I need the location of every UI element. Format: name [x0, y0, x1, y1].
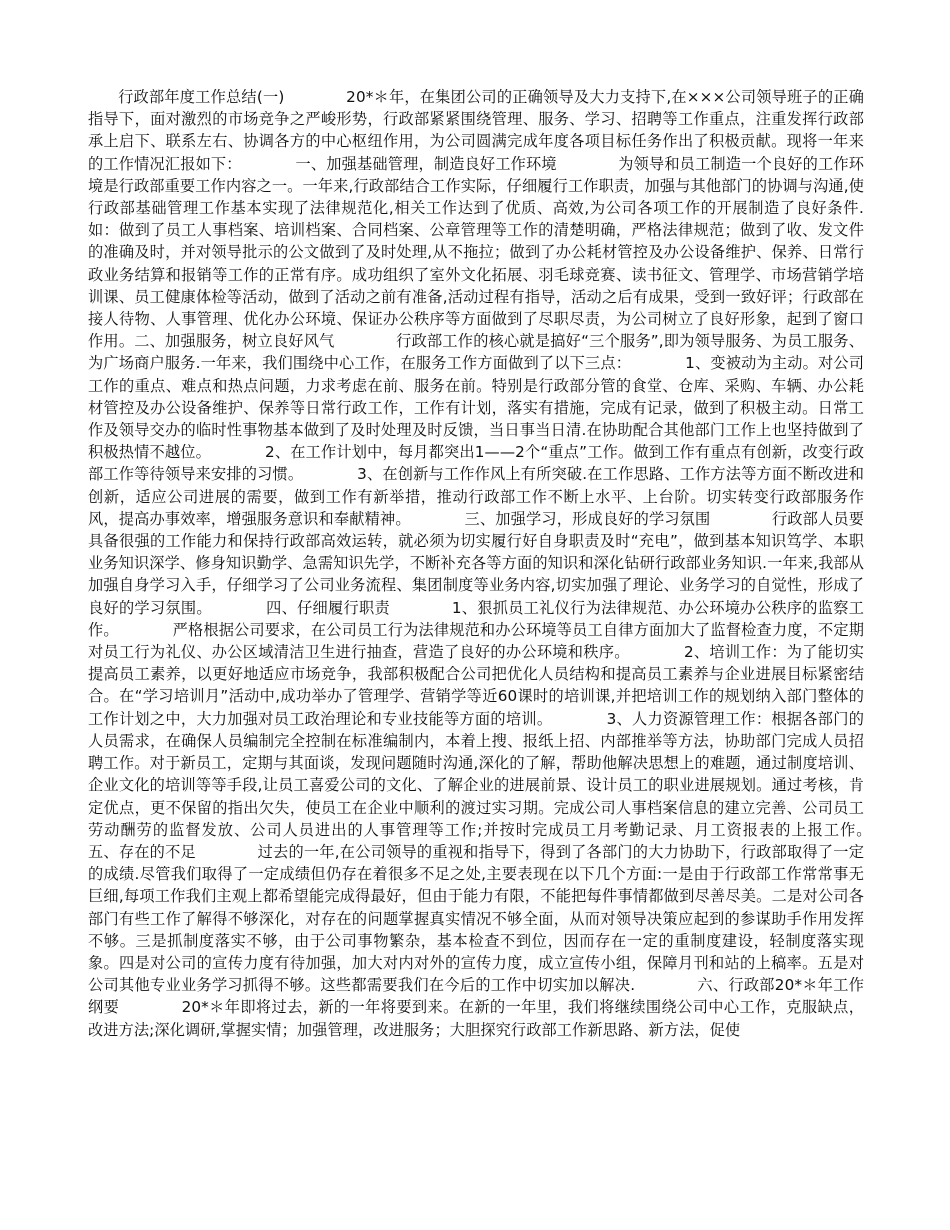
document-page: [88, 86, 926, 1041]
body-text: 行政部年度工作总结(一) 20*＊年，在集团公司的正确领导及大力支持下,在×××公司领导班子的正确指导下，面对激烈的市场竞争之严峻形势，行政部紧紧围绕管理、服务、学习、招聘等工作重点，注重发挥行政部承上启下、联系左右、协调各方的中心枢纽作用，为公司圆满完成年度各项目标任务作出了积极贡献。现将一年来的工作情况汇报如下： 一、加强基础管理，制造良好工作环境 为领导和员工制造一个良好的工作环境是行政部重要工作内容之一。一年来,行政部结合工作实际，仔细履行工作职责，加强与其他部门的协调与沟通,使行政部基础管理工作基本实现了法律规范化,相关工作达到了优质、高效,为公司各项工作的开展制造了良好条件. 如：做到了员工人事档案、培训档案、合同档案、公章管理等工作的清楚明确，严格法律规范；做到了收、发文件的准确及时，并对领导批示的公文做到了及时处理,从不拖拉；做到了办公耗材管控及办公设备维护、保养、日常行政业务结算和报销等工作的正常有序。成功组织了室外文化拓展、羽毛球竞赛、读书征文、管理学、市场营销学培训课、员工健康体检等活动，做到了活动之前有准备,活动过程有指导，活动之后有成果，受到一致好评；行政部在接人待物、人事管理、优化办公环境、保证办公秩序等方面做到了尽职尽责，为公司树立了良好形象，起到了窗口作用。二、加强服务，树立良好风气 行政部工作的核心就是搞好“三个服务”,即为领导服务、为员工服务、为广场商户服务.一年来，我们围绕中心工作，在服务工作方面做到了以下三点： 1、变被动为主动。对公司工作的重点、难点和热点问题，力求考虑在前、服务在前。特别是行政部分管的食堂、仓库、采购、车辆、办公耗材管控及办公设备维护、保养等日常行政工作，工作有计划，落实有措施，完成有记录，做到了积极主动。日常工作及领导交办的临时性事物基本做到了及时处理及时反馈，当日事当日清.在协助配合其他部门工作上也坚持做到了积极热情不越位。 2、在工作计划中，每月都突出1——2个“重点”工作。做到工作有重点有创新，改变行政部工作等待领导来安排的习惯。 3、在创新与工作作风上有所突破.在工作思路、工作方法等方面不断改进和创新，适应公司进展的需要，做到工作有新举措，推动行政部工作不断上水平、上台阶。切实转变行政部服务作风，提高办事效率，增强服务意识和奉献精神。 三、加强学习，形成良好的学习氛围 行政部人员要具备很强的工作能力和保持行政部高效运转，就必须为切实履行好自身职责及时“充电”，做到基本知识笃学、本职业务知识深学、修身知识勤学、急需知识先学，不断补充各等方面的知识和深化钻研行政部业务知识.一年来,我部从加强自身学习入手，仔细学习了公司业务流程、集团制度等业务内容,切实加强了理论、业务学习的自觉性，形成了良好的学习氛围。 四、仔细履行职责 1、狠抓员工礼仪行为法律规范、办公环境办公秩序的监察工作。 严格根据公司要求，在公司员工行为法律规范和办公环境等员工自律方面加大了监督检查力度，不定期对员工行为礼仪、办公区域清洁卫生进行抽查，营造了良好的办公环境和秩序。 2、培训工作：为了能切实提高员工素养，以更好地适应市场竞争，我部积极配合公司把优化人员结构和提高员工素养与企业进展目标紧密结合。在“学习培训月”活动中,成功举办了管理学、营销学等近60课时的培训课,并把培训工作的规划纳入部门整体的工作计划之中，大力加强对员工政治理论和专业技能等方面的培训。 3、人力资源管理工作：根据各部门的人员需求，在确保人员编制完全控制在标准编制内，本着上搜、报纸上招、内部推举等方法，协助部门完成人员招聘工作。对于新员工，定期与其面谈，发现问题随时沟通,深化的了解，帮助他解决思想上的难题，通过制度培训、企业文化的培训等等手段,让员工喜爱公司的文化、了解企业的进展前景、设计员工的职业进展规划。通过考核，肯定优点，更不保留的指出欠失，使员工在企业中顺利的渡过实习期。完成公司人事档案信息的建立完善、公司员工劳动酬劳的监督发放、公司人员进出的人事管理等工作;并按时完成员工月考勤记录、月工资报表的上报工作。 五、存在的不足 过去的一年,在公司领导的重视和指导下，得到了各部门的大力协助下，行政部取得了一定的成绩.尽管我们取得了一定成绩但仍存在着很多不足之处,主要表现在以下几个方面:一是由于行政部工作常常事无巨细,每项工作我们主观上都希望能完成得最好，但由于能力有限，不能把每件事情都做到尽善尽美。二是对公司各部门有些工作了解得不够深化，对存在的问题掌握真实情况不够全面，从而对领导决策应起到的参谋助手作用发挥不够。三是抓制度落实不够，由于公司事物繁杂，基本检查不到位，因而存在一定的重制度建设，轻制度落实现象。四是对公司的宣传力度有待加强，加大对内对外的宣传力度，成立宣传小组，保障月刊和站的上稿率。五是对公司其他专业业务学习抓得不够。这些都需要我们在今后的工作中切实加以解决. 六、行政部20*＊年工作纲要 20*＊年即将过去，新的一年将要到来。在新的一年里，我们将继续围绕公司中心工作，克服缺点，改进方法;深化调研,掌握实情；加强管理，改进服务；大胆探究行政部工作新思路、新方法，促使: [88, 88, 926, 1039]
document-body: [88, 86, 926, 1041]
